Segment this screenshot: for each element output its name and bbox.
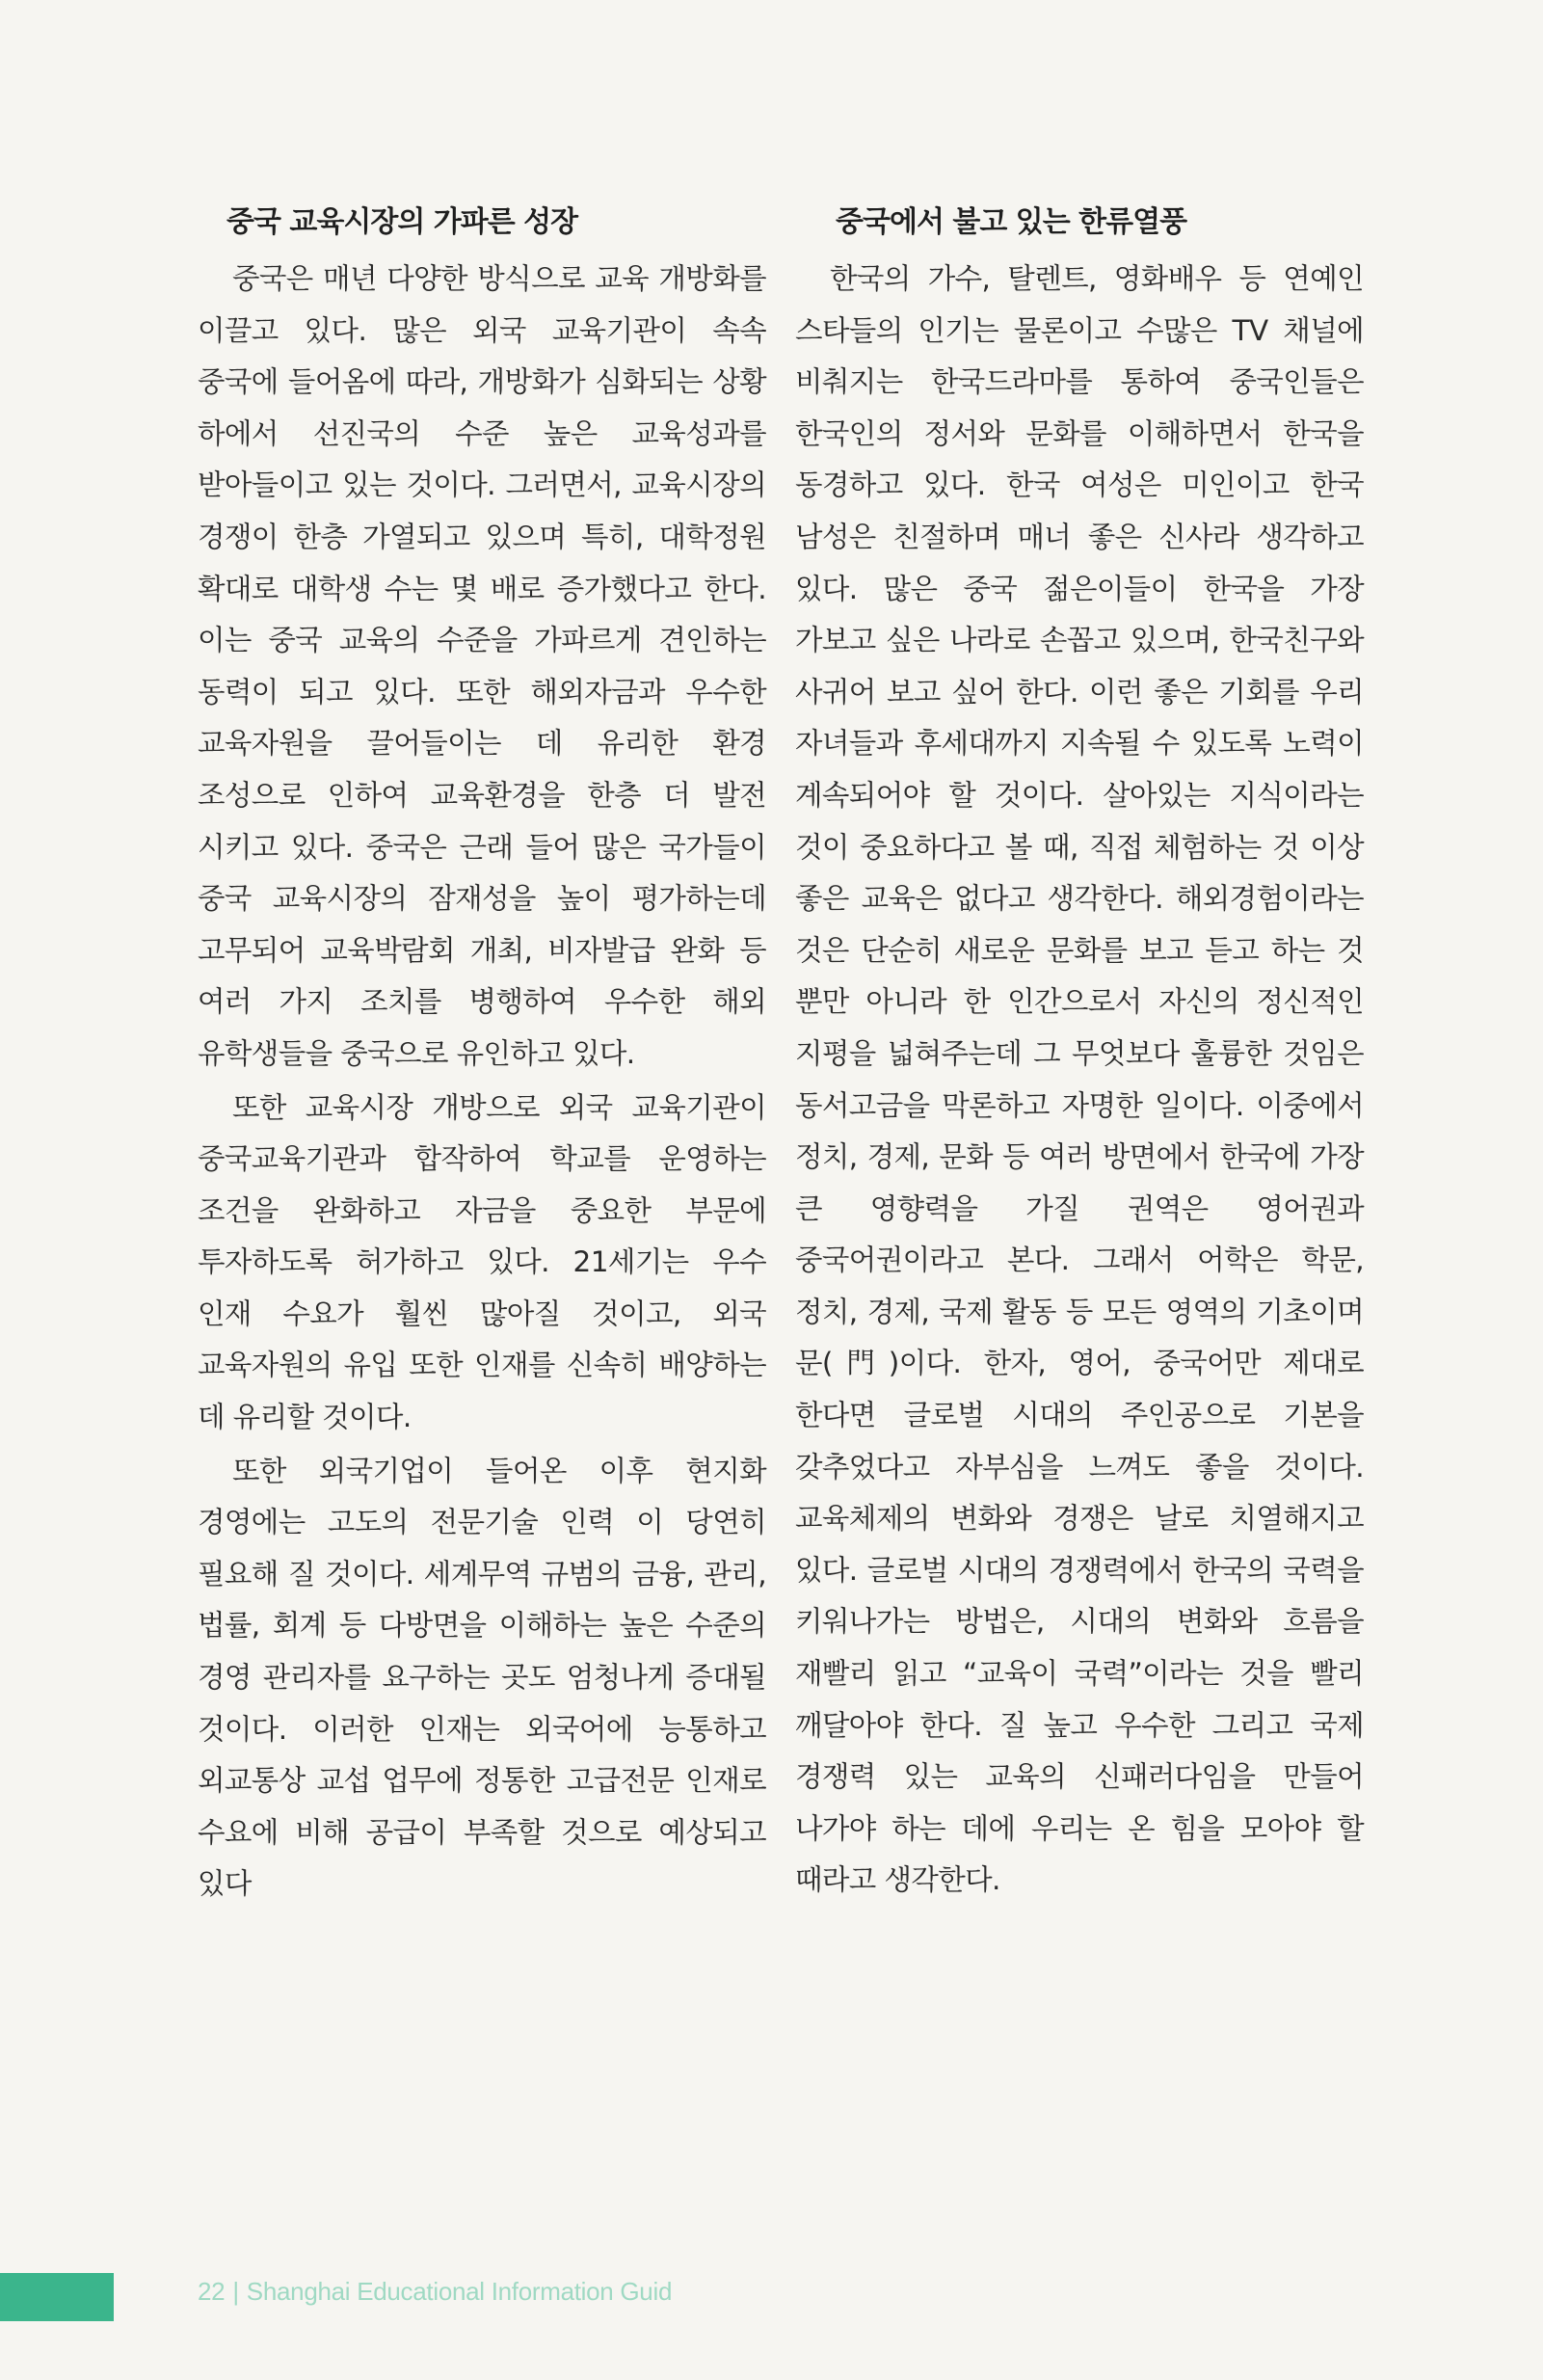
section-heading: 중국에서 불고 있는 한류열풍 [836,205,1187,239]
page-footer [198,2277,672,2307]
body-paragraph: 또한 외국기업이 들어온 이후 현지화 경영에는 고도의 전문기술 인력 이 당연히 필요해 질 것이다. 세계무역 규범의 금융, 관리, 법률, 회계 등 다방면을 이해하는 높은 수준의 경영 관리자를 요구하는 곳도 엄청나게 증대될 것이다. 이러한 인재는 외국어에 능통하고 외교통상 교섭 업무에 정통한 고급전문 인재로 수요에 비해 공급이 부족할 것으로 예상되고 있다 [198,1454,766,1901]
footer-separator: | [232,2277,239,2306]
body-paragraph: 한국의 가수, 탈렌트, 영화배우 등 연예인 스타들의 인기는 물론이고 수많은 TV 채널에 비춰지는 한국드라마를 통하여 중국인들은 한국인의 정서와 문화를 이해하면서 한국을 동경하고 있다. 한국 여성은 미인이고 한국 남성은 친절하며 매너 좋은 신사라 생각하고 있다. 많은 중국 젊은이들이 한국을 가장 가보고 싶은 나라로 손꼽고 있으며, 한국친구와 사귀어 보고 싶어 한다. 이런 좋은 기회를 우리 자녀들과 후세대까지 지속될 수 있도록 노력이 계속되어야 할 것이다. 살아있는 지식이라는 것이 중요하다고 볼 때, 직접 체험하는 것 이상 좋은 교육은 없다고 생각한다. 해외경험이라는 것은 단순히 새로운 문화를 보고 듣고 하는 것 뿐만 아니라 한 인간으로서 자신의 정신적인 지평을 넓혀주는데 그 무엇보다 훌륭한 것임은 동서고금을 막론하고 자명한 일이다. 이중에서 정치, 경제, 문화 등 여러 방면에서 한국에 가장 큰 영향력을 가질 권역은 영어권과 중국어권이라고 본다. 그래서 어학은 학문, 정치, 경제, 국제 활동 등 모든 영역의 기초이며 문(門)이다. 한자, 영어, 중국어만 제대로 한다면 글로벌 시대의 주인공으로 기본을 갖추었다고 자부심을 느껴도 좋을 것이다. 교육체제의 변화와 경쟁은 날로 치열해지고 있다. 글로벌 시대의 경쟁력에서 한국의 국력을 키워나가는 방법은, 시대의 변화와 흐름을 재빨리 읽고 “교육이 국력”이라는 것을 빨리 깨달아야 한다. 질 높고 우수한 그리고 국제 경쟁력 있는 교육의 신패러다임을 만들어 나가야 하는 데에 우리는 온 힘을 모아야 할 때라고 생각한다. [795,262,1364,1897]
left-column [198,198,766,1911]
footer-accent-bar [0,2273,114,2321]
section-heading: 중국 교육시장의 가파른 성장 [226,205,578,239]
body-paragraph: 또한 교육시장 개방으로 외국 교육기관이 중국교육기관과 합작하여 학교를 운영하는 조건을 완화하고 자금을 중요한 부문에 투자하도록 허가하고 있다. 21세기는 우수 인재 수요가 훨씬 많아질 것이고, 외국 교육자원의 유입 또한 인재를 신속히 배양하는 데 유리할 것이다. [198,1090,766,1434]
right-column [795,198,1364,1907]
body-paragraph: 중국은 매년 다양한 방식으로 교육 개방화를 이끌고 있다. 많은 외국 교육기관이 속속 중국에 들어옴에 따라, 개방화가 심화되는 상황 하에서 선진국의 수준 높은 교육성과를 받아들이고 있는 것이다. 그러면서, 교육시장의 경쟁이 한층 가열되고 있으며 특히, 대학정원 확대로 대학생 수는 몇 배로 증가했다고 한다. 이는 중국 교육의 수준을 가파르게 견인하는 동력이 되고 있다. 또한 해외자금과 우수한 교육자원을 끌어들이는 데 유리한 환경 조성으로 인하여 교육환경을 한층 더 발전 시키고 있다. 중국은 근래 들어 많은 국가들이 중국 교육시장의 잠재성을 높이 평가하는데 고무되어 교육박람회 개최, 비자발급 완화 등 여러 가지 조치를 병행하여 우수한 해외 유학생들을 중국으로 유인하고 있다. [198,262,766,1070]
publication-title: Shanghai Educational Information Guid [246,2277,673,2306]
page-number: 22 [198,2277,226,2306]
